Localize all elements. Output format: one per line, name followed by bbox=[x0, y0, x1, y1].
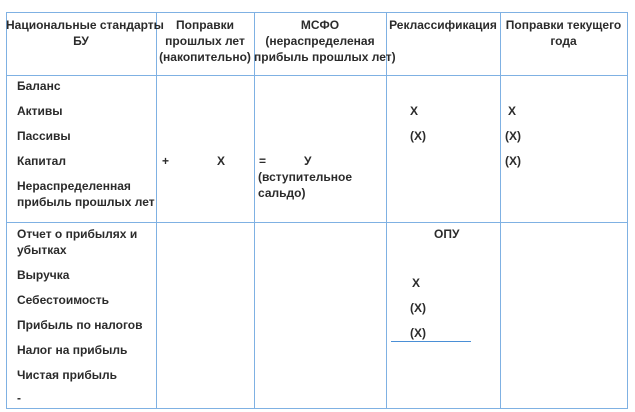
header-national-standards: Национальные стандарты БУ bbox=[6, 18, 164, 48]
header-reclassification: Реклассификация bbox=[389, 18, 497, 32]
section-divider bbox=[6, 222, 628, 223]
header-prior-adjustments: Поправки прошлых лет (накопительно) bbox=[159, 18, 251, 64]
reclass-liabilities-value: (X) bbox=[410, 129, 426, 143]
label-dash: - bbox=[17, 391, 21, 405]
table-border-left bbox=[6, 12, 7, 409]
label-retained-earnings: Нераспределенная прибыль прошлых лет bbox=[17, 179, 155, 209]
label-capital: Капитал bbox=[17, 154, 66, 168]
label-income-tax: Налог на прибыль bbox=[17, 343, 128, 357]
reclass-pretax-value: (X) bbox=[410, 326, 426, 340]
column-divider bbox=[500, 12, 501, 409]
ifrs-value: У bbox=[304, 154, 312, 168]
total-underline bbox=[391, 341, 471, 342]
current-capital-value: (X) bbox=[505, 154, 521, 168]
label-net-profit: Чистая прибыль bbox=[17, 368, 117, 382]
prior-adjustment-value: X bbox=[217, 154, 226, 168]
current-liabilities-value: (X) bbox=[505, 129, 521, 143]
label-cost-of-sales: Себестоимость bbox=[17, 293, 110, 307]
reclass-assets-value: X bbox=[410, 104, 419, 118]
header-ifrs: МСФО (нераспределеная прибыль прошлых лет) bbox=[254, 18, 396, 64]
ifrs-equals: = bbox=[259, 154, 267, 168]
column-divider bbox=[254, 12, 255, 409]
label-pretax-profit: Прибыль по налогов bbox=[17, 318, 143, 332]
label-revenue: Выручка bbox=[17, 268, 70, 282]
table-border-top bbox=[6, 12, 628, 13]
column-divider bbox=[156, 12, 157, 409]
reclass-revenue-value: X bbox=[412, 276, 421, 290]
header-divider bbox=[6, 75, 628, 76]
label-liabilities: Пассивы bbox=[17, 129, 71, 143]
header-current-adjustments: Поправки текущего года bbox=[505, 18, 622, 48]
column-divider bbox=[386, 12, 387, 409]
label-income-statement: Отчет о прибылях и убытках bbox=[17, 227, 138, 257]
reclass-pnl-title: ОПУ bbox=[434, 227, 460, 241]
table-border-right bbox=[627, 12, 628, 409]
table-border-bottom bbox=[6, 408, 628, 409]
label-assets: Активы bbox=[17, 104, 63, 118]
prior-adjustment-plus: + bbox=[162, 154, 170, 168]
label-balance: Баланс bbox=[17, 79, 61, 93]
ifrs-opening-balance-note: (вступительное сальдо) bbox=[258, 170, 353, 200]
reclass-cogs-value: (X) bbox=[410, 301, 426, 315]
current-assets-value: X bbox=[508, 104, 517, 118]
